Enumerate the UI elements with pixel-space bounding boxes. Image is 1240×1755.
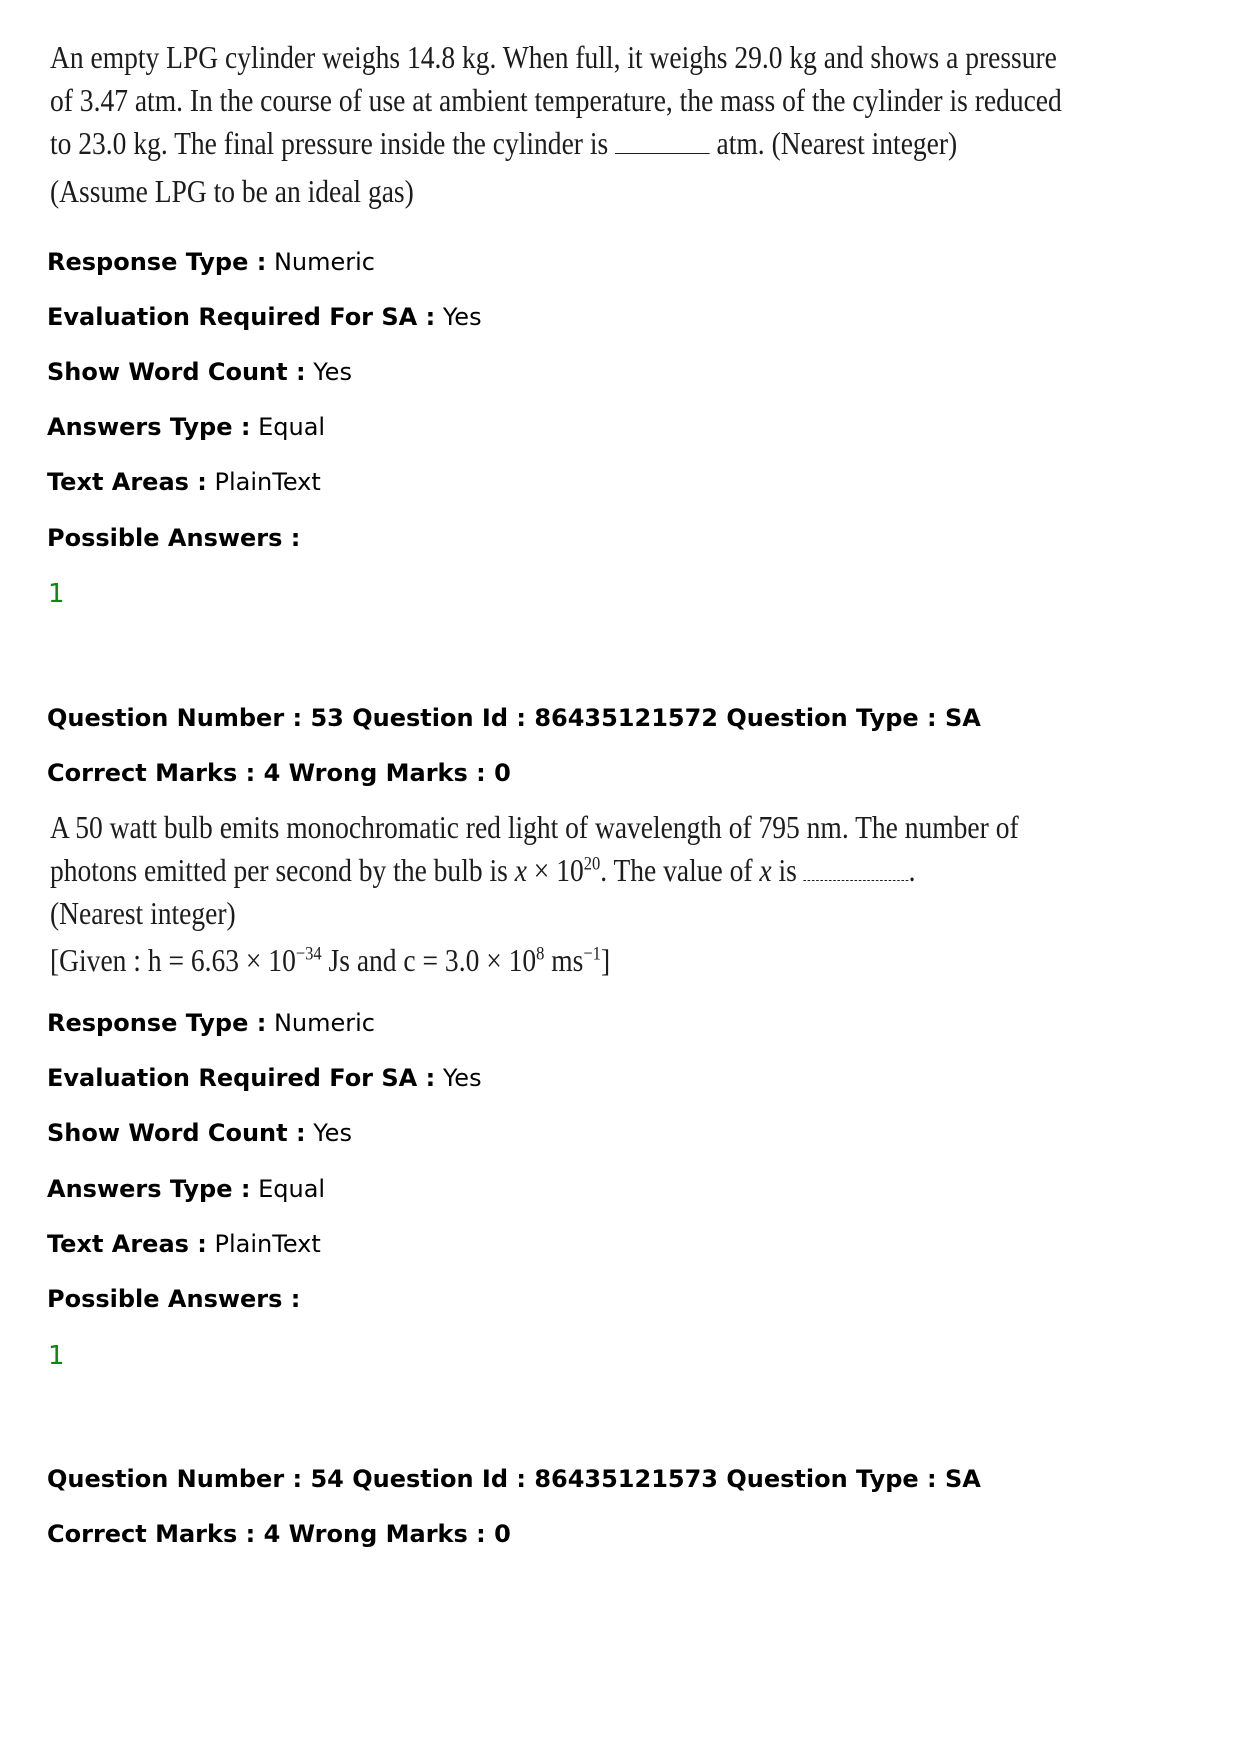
question-54-header: Question Number : 54 Question Id : 86435121573 Question Type : SA bbox=[47, 1465, 981, 1493]
answers-type: Answers Type : Equal bbox=[47, 1175, 326, 1203]
question-53-line-3: (Nearest integer) bbox=[50, 895, 236, 931]
question-52-line-1: An empty LPG cylinder weighs 14.8 kg. When full, it weighs 29.0 kg and shows a pressure bbox=[50, 39, 1057, 75]
possible-answers: Possible Answers : bbox=[47, 524, 301, 552]
question-53-text bbox=[50, 806, 1019, 982]
show-word-count: Show Word Count : Yes bbox=[47, 1119, 352, 1147]
question-53-line-4: [Given : $h = 6.63 \times 10^{-34}$ Js and $c = 3.0 \times 10^8$ $ms^{-1}$] bbox=[50, 942, 611, 978]
question-53-marks: Correct Marks : 4 Wrong Marks : 0 bbox=[47, 759, 511, 787]
question-52-text bbox=[50, 36, 1062, 213]
evaluation-required: Evaluation Required For SA : Yes bbox=[47, 303, 482, 331]
question-52-line-3: to 23.0 kg. The final pressure inside the cylinder is atm. (Nearest integer) bbox=[50, 125, 958, 161]
question-53-line-1: A 50 watt bulb emits monochromatic red light of wavelength of 795 nm. The number of bbox=[50, 809, 1019, 845]
possible-answer-value: 1 bbox=[48, 1341, 65, 1371]
answer-blank bbox=[804, 856, 909, 881]
possible-answers: Possible Answers : bbox=[47, 1285, 301, 1313]
evaluation-required: Evaluation Required For SA : Yes bbox=[47, 1064, 482, 1092]
show-word-count: Show Word Count : Yes bbox=[47, 358, 352, 386]
response-type: Response Type : Numeric bbox=[47, 248, 375, 276]
text-areas: Text Areas : PlainText bbox=[47, 1230, 321, 1258]
question-53-header: Question Number : 53 Question Id : 86435121572 Question Type : SA bbox=[47, 704, 981, 732]
response-type: Response Type : Numeric bbox=[47, 1009, 375, 1037]
answer-blank bbox=[615, 129, 710, 154]
question-52-line-4: (Assume LPG to be an ideal gas) bbox=[50, 173, 414, 209]
question-54-marks: Correct Marks : 4 Wrong Marks : 0 bbox=[47, 1520, 511, 1548]
answers-type: Answers Type : Equal bbox=[47, 413, 326, 441]
question-53-line-2: photons emitted per second by the bulb is $x \times 10^{20}$. The value of x is . bbox=[50, 852, 916, 888]
possible-answer-value: 1 bbox=[48, 579, 65, 609]
text-areas: Text Areas : PlainText bbox=[47, 468, 321, 496]
question-52-line-2: of 3.47 atm. In the course of use at ambient temperature, the mass of the cylinder is reduced bbox=[50, 82, 1062, 118]
